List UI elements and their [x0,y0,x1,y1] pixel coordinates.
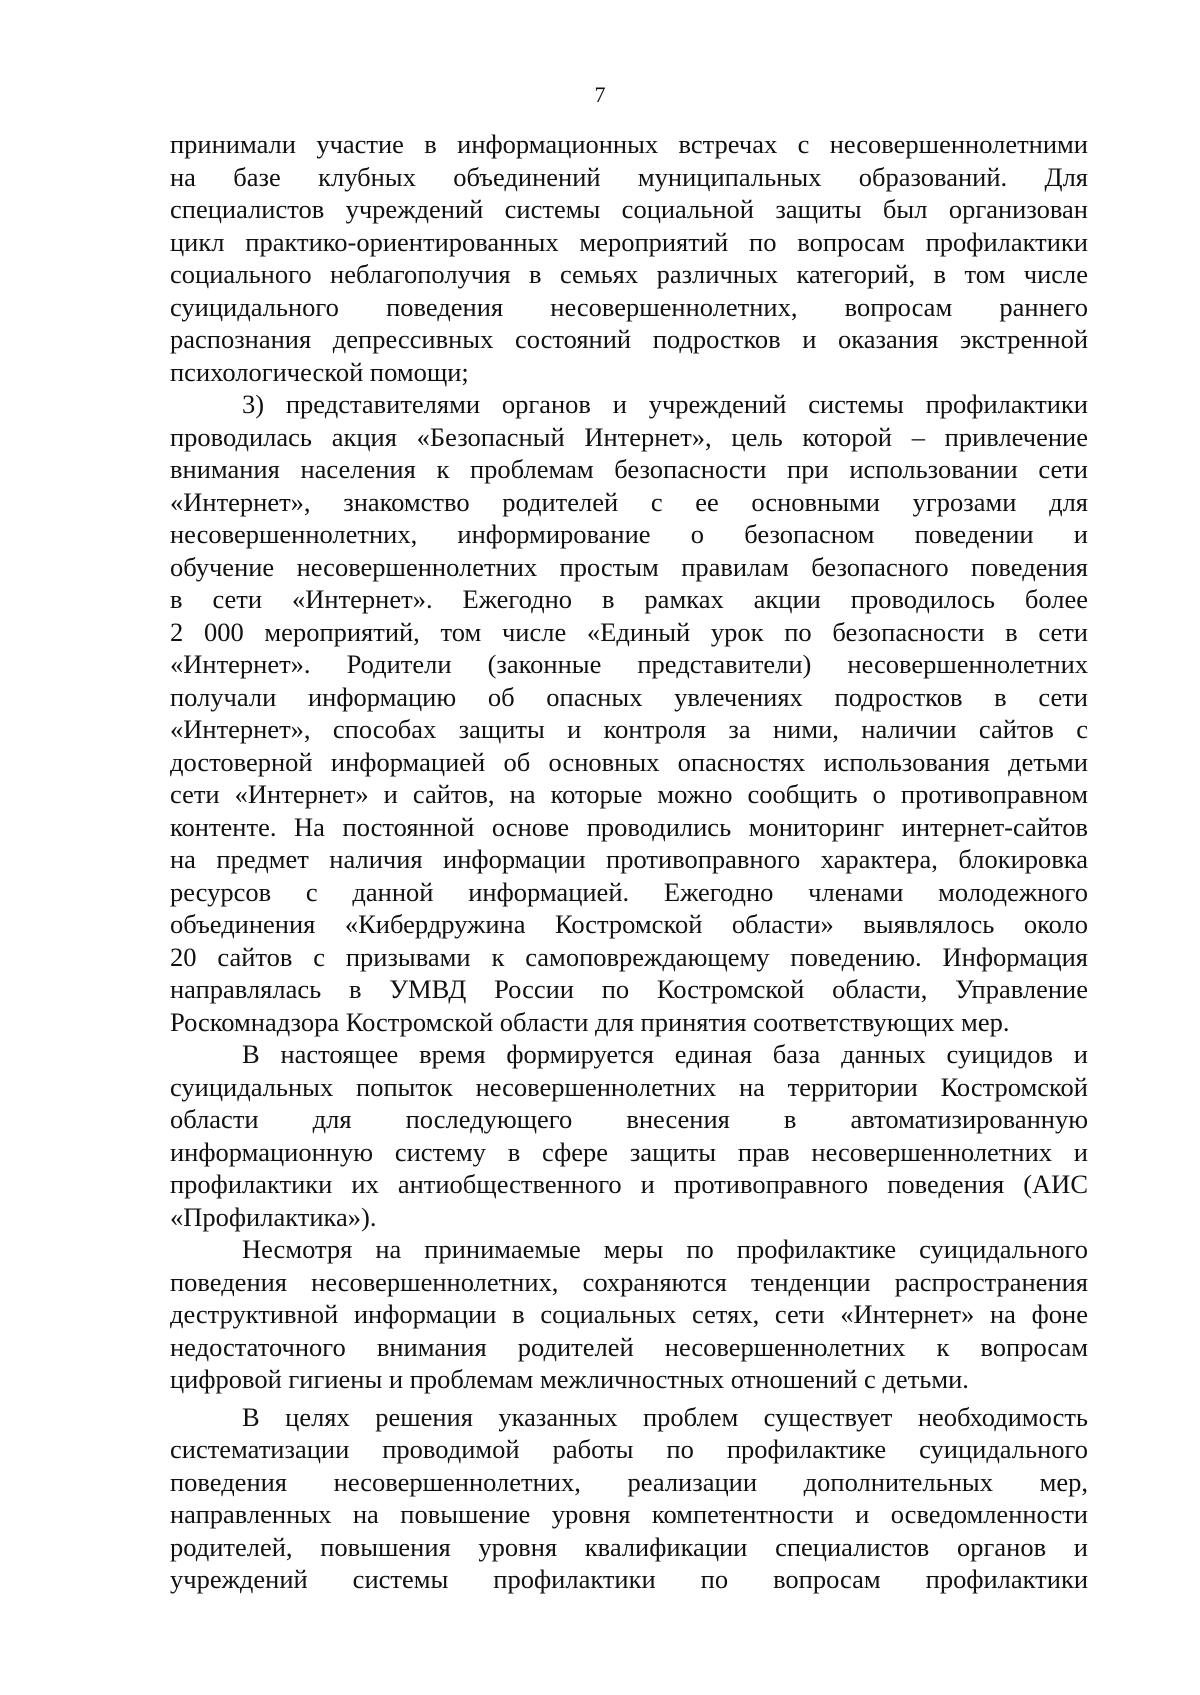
text-line: профилактики их антиобщественного и противоправного поведения (АИС [170,1169,1088,1199]
text-line: Несмотря на принимаемые меры по профилактике суицидального [242,1234,1088,1264]
text-line: области для последующего внесения в автоматизированную [170,1104,1088,1134]
text-line: «Интернет», способах защиты и контроля за ними, наличии сайтов с [170,714,1088,744]
text-line: объединения «Кибердружина Костромской области» выявлялось около [170,909,1088,939]
text-line: недостаточного внимания родителей несовершеннолетних к вопросам [170,1331,1088,1362]
text-line: на базе клубных объединений муниципальных образований. Для [170,161,1088,192]
text-line: обучение несовершеннолетних простым правилам безопасного поведения [170,551,1088,582]
text-line: 3) представителями органов и учреждений системы профилактики [242,389,1088,419]
paragraph-1 [170,128,1088,388]
text-line: информационную систему в сфере защиты прав несовершеннолетних и [170,1136,1088,1167]
text-line: деструктивной информации в социальных сетях, сети «Интернет» на фоне [170,1299,1088,1329]
text-line: суицидальных попыток несовершеннолетних на территории Костромской [170,1071,1088,1102]
text-line: на предмет наличия информации противоправного характера, блокировка [170,844,1088,874]
text-line: 2 000 мероприятий, том числе «Единый урок по безопасности в сети [170,616,1088,647]
text-line: направленных на повышение уровня компетентности и осведомленности [170,1499,1088,1529]
text-line: Роскомнадзора Костромской области для принятия соответствующих мер. [170,1006,1010,1037]
text-line: «Интернет». Родители (законные представители) несовершеннолетних [170,649,1088,679]
text-line: ресурсов с данной информацией. Ежегодно членами молодежного [170,876,1088,907]
text-line: «Профилактика»). [170,1201,377,1232]
text-line: распознания депрессивных состояний подростков и оказания экстренной [170,324,1088,354]
text-line: социального неблагополучия в семьях различных категорий, в том числе [170,259,1088,289]
text-line: специалистов учреждений системы социальной защиты был организован [170,194,1088,224]
text-line: суицидального поведения несовершеннолетних, вопросам раннего [170,291,1088,322]
text-line: родителей, повышения уровня квалификации специалистов органов и [170,1531,1088,1562]
text-line: поведения несовершеннолетних, реализации дополнительных мер, [170,1466,1088,1497]
paragraph-5 [170,1401,1088,1596]
text-line: несовершеннолетних, информирование о безопасном поведении и [170,519,1088,549]
text-line: принимали участие в информационных встречах с несовершеннолетними [170,129,1088,159]
text-line: контенте. На постоянной основе проводились мониторинг интернет-сайтов [170,811,1088,842]
paragraph-2 [170,388,1088,1038]
text-line: цикл практико-ориентированных мероприятий по вопросам профилактики [170,226,1088,257]
text-line: в сети «Интернет». Ежегодно в рамках акции проводилось более [170,584,1088,614]
text-line: цифровой гигиены и проблемам межличностных отношений с детьми. [170,1364,969,1394]
text-line: получали информацию об опасных увлечениях подростков в сети [170,681,1088,712]
paragraph-3 [170,1038,1088,1233]
text-line: «Интернет», знакомство родителей с ее основными угрозами для [170,486,1088,517]
text-line: психологической помощи; [170,356,469,387]
page-number: 7 [594,82,606,107]
text-line: 20 сайтов с призывами к самоповреждающему поведению. Информация [170,941,1088,972]
text-line: направлялась в УМВД России по Костромской области, Управление [170,974,1088,1004]
text-line: внимания населения к проблемам безопасности при использовании сети [170,454,1088,484]
text-line: достоверной информацией об основных опасностях использования детьми [170,746,1088,777]
body-text [170,128,1088,1596]
paragraph-4 [170,1233,1088,1396]
text-line: проводилась акция «Безопасный Интернет», цель которой – привлечение [170,421,1088,452]
text-line: систематизации проводимой работы по профилактике суицидального [170,1434,1088,1464]
text-line: В настоящее время формируется единая база данных суицидов и [242,1039,1088,1069]
text-line: В целях решения указанных проблем существует необходимость [242,1401,1088,1432]
text-line: поведения несовершеннолетних, сохраняются тенденции распространения [170,1266,1088,1297]
text-line: учреждений системы профилактики по вопросам профилактики [170,1564,1088,1594]
text-line: сети «Интернет» и сайтов, на которые можно сообщить о противоправном [170,779,1088,809]
